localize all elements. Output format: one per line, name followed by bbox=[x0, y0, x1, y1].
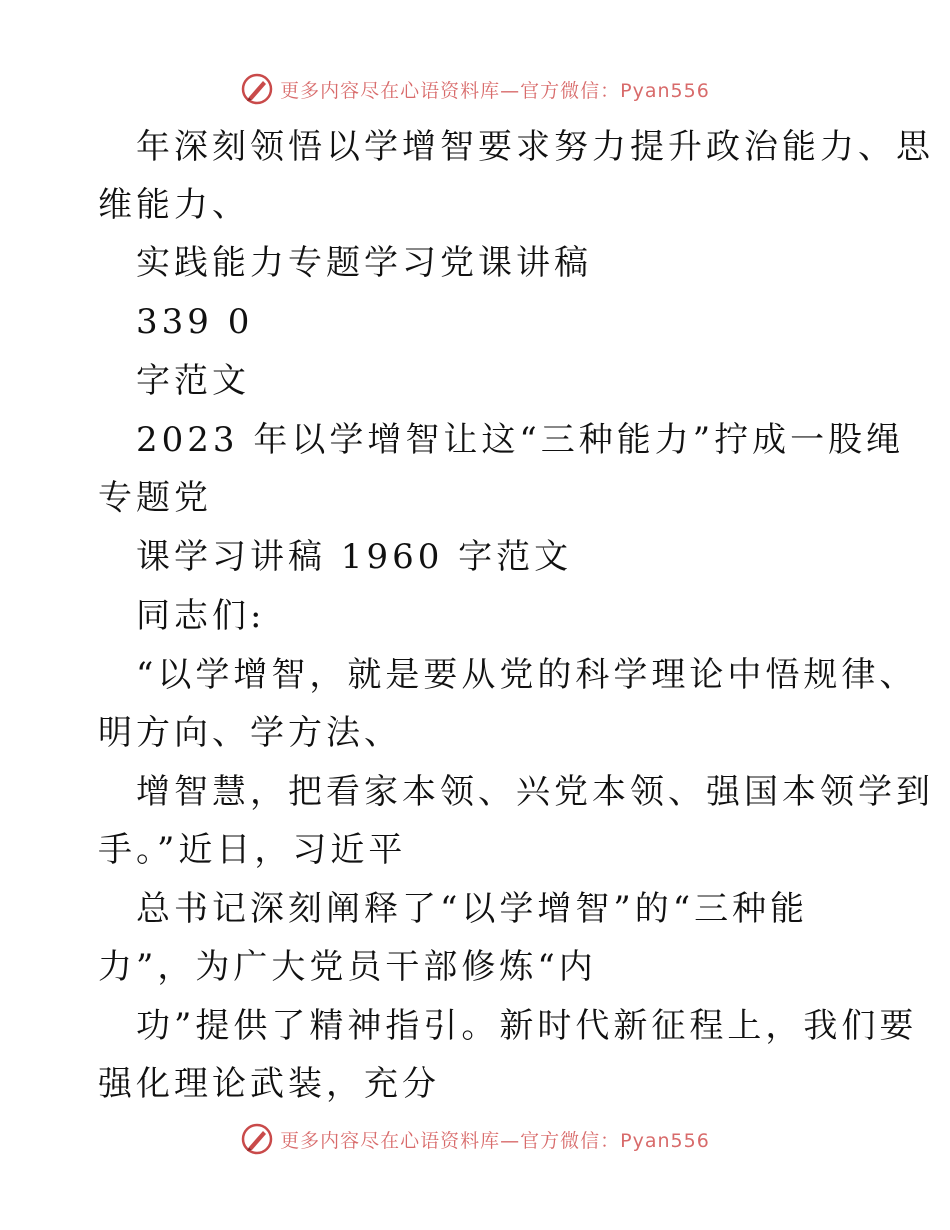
text-line: 明方向、学方法、 bbox=[98, 713, 402, 753]
text-line: 增智慧，把看家本领、兴党本领、强国本领学到 bbox=[136, 772, 934, 812]
text-line: 专题党 bbox=[98, 478, 212, 518]
text-line: 手。”近日，习近平 bbox=[98, 830, 407, 870]
text-line: 2023 年以学增智让这“三种能力”拧成一股绳 bbox=[136, 420, 905, 460]
text-line: 功”提供了精神指引。新时代新征程上，我们要 bbox=[136, 1006, 918, 1046]
text-line: 总书记深刻阐释了“以学增智”的“三种能 bbox=[136, 889, 809, 929]
text-line: 同志们: bbox=[136, 596, 266, 636]
footer-banner bbox=[0, 1122, 950, 1156]
text-line: 字范文 bbox=[136, 361, 250, 401]
text-line: 年深刻领悟以学增智要求努力提升政治能力、思 bbox=[136, 127, 934, 167]
text-line: 维能力、 bbox=[98, 185, 250, 225]
text-line: 339 0 bbox=[136, 302, 254, 342]
text-line: “以学增智，就是要从党的科学理论中悟规律、 bbox=[136, 655, 918, 695]
text-line: 课学习讲稿 1960 字范文 bbox=[136, 537, 573, 577]
header-banner-text: 更多内容尽在心语资料库—官方微信：Pyan556 bbox=[280, 79, 710, 102]
text-line: 强化理论武装，充分 bbox=[98, 1064, 440, 1104]
text-line: 力”，为广大党员干部修炼“内 bbox=[98, 947, 597, 987]
footer-banner-text: 更多内容尽在心语资料库—官方微信：Pyan556 bbox=[280, 1129, 710, 1152]
pen-circle-logo-icon bbox=[240, 1122, 274, 1156]
text-line: 实践能力专题学习党课讲稿 bbox=[136, 243, 592, 283]
